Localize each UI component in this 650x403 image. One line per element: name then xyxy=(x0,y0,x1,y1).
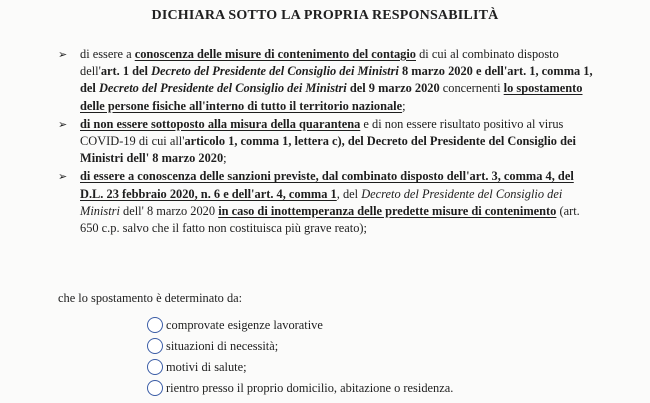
text-run: concernenti xyxy=(439,81,504,96)
text-run: e di non essere risultato positivo al virus COVID-19 di cui all' xyxy=(80,116,564,149)
text-run: Decreto del Presidente del Consiglio dei Ministri xyxy=(151,64,399,79)
text-run: ; xyxy=(223,151,227,166)
radio-circle-icon[interactable] xyxy=(147,338,163,354)
declaration-item-contagion-measures xyxy=(58,46,598,115)
reason-option-return-home[interactable] xyxy=(147,378,453,398)
declaration-item-text xyxy=(80,169,580,235)
text-run: ; xyxy=(402,98,406,113)
radio-circle-icon[interactable] xyxy=(147,317,163,333)
text-run: di non essere sottoposto alla misura della quarantena xyxy=(80,116,361,131)
declaration-item-sanctions xyxy=(58,168,598,237)
text-run: conoscenza delle misure di contenimento del contagio xyxy=(134,47,416,61)
reason-option-label: rientro presso il proprio domicilio, abitazione o residenza. xyxy=(166,380,454,395)
reason-option-label: comprovate esigenze lavorative xyxy=(166,317,323,332)
declaration-item-quarantine xyxy=(58,116,598,168)
reason-option-work[interactable] xyxy=(147,315,453,335)
text-run: 8 marzo 2020 e dell'art. 1, comma 1, del xyxy=(80,64,593,96)
reason-option-label: situazioni di necessità; xyxy=(166,338,279,353)
reason-option-label: motivi di salute; xyxy=(166,359,247,374)
radio-circle-icon[interactable] xyxy=(147,359,163,375)
text-run: (art. 650 c.p. salvo che il fatto non costituisca più grave reato); xyxy=(80,203,580,236)
text-run: di cui al combinato disposto dell' xyxy=(80,47,559,79)
declaration-list xyxy=(58,46,598,238)
text-run: di essere a xyxy=(80,47,135,61)
text-run: in caso di inottemperanza delle predette misure di contenimento xyxy=(218,203,557,218)
declaration-item-text xyxy=(80,117,576,165)
reason-option-health[interactable] xyxy=(147,357,453,377)
text-run: articolo 1, comma 1, lettera c), del Decreto del Presidente del Consiglio dei Ministri dell' 8 marzo 2020 xyxy=(80,134,576,166)
arrow-bullet-icon: ➢ xyxy=(58,170,68,184)
reason-option-necessity[interactable] xyxy=(147,336,453,356)
arrow-bullet-icon: ➢ xyxy=(58,48,68,61)
declaration-heading: DICHIARA SOTTO LA PROPRIA RESPONSABILITÀ xyxy=(151,8,499,23)
text-run: di essere a conoscenza delle sanzioni previste, dal combinato disposto dell'art. 3, comma 4, del D.L. 23 febbraio 2020, n. 6 e dell'art. 4, comma 1 xyxy=(80,169,574,201)
text-run: del 9 marzo 2020 xyxy=(346,81,440,96)
reason-options xyxy=(147,315,453,399)
text-run: lo spostamento delle persone fisiche all'interno di tutto il territorio nazionale xyxy=(80,81,583,113)
declaration-item-text xyxy=(80,47,593,113)
text-run: Decreto del Presidente del Consiglio dei Ministri xyxy=(80,186,563,218)
text-run: Decreto del Presidente del Consiglio dei Ministri xyxy=(98,81,347,96)
reason-intro: che lo spostamento è determinato da: xyxy=(58,291,243,305)
arrow-bullet-icon: ➢ xyxy=(58,117,68,131)
text-run: , del xyxy=(336,186,362,201)
text-run: dell' 8 marzo 2020 xyxy=(119,203,219,218)
radio-circle-icon[interactable] xyxy=(147,380,163,396)
text-run: art. 1 del xyxy=(100,64,152,79)
